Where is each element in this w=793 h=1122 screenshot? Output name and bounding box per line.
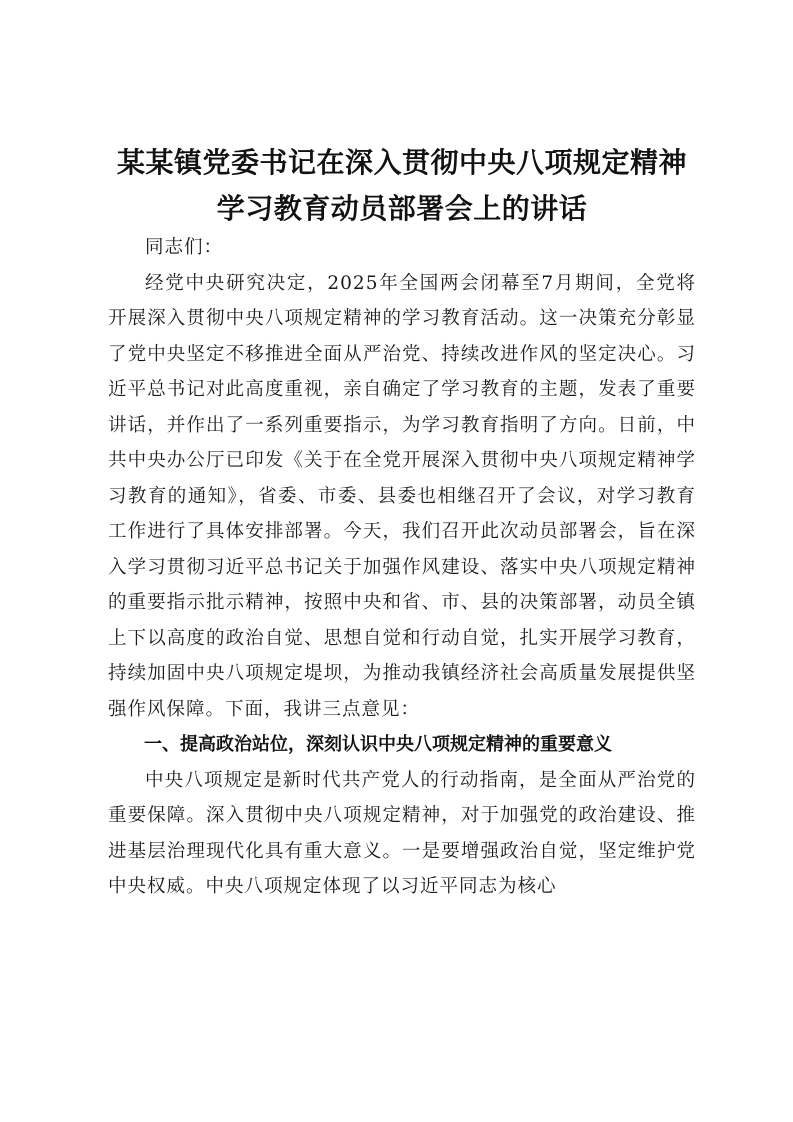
title-line-2: 学习教育动员部署会上的讲话 xyxy=(216,192,588,225)
title-line-1: 某某镇党委书记在深入贯彻中央八项规定精神 xyxy=(116,146,687,179)
document-page xyxy=(108,140,696,905)
paragraph-intro: 经党中央研究决定，2025年全国两会闭幕至7月期间，全党将开展深入贯彻中央八项规定精神的学习教育活动。这一决策充分彰显了党中央坚定不移推进全面从严治党、持续改进作风的坚定决心。习近平总书记对此高度重视，亲自确定了学习教育的主题，发表了重要讲话，并作出了一系列重要指示，为学习教育指明了方向。日前，中共中央办公厅已印发《关于在全党开展深入贯彻中央八项规定精神学习教育的通知》，省委、市委、县委也相继召开了会议，对学习教育工作进行了具体安排部署。今天，我们召开此次动员部署会，旨在深入学习贯彻习近平总书记关于加强作风建设、落实中央八项规定精神的重要指示批示精神，按照中央和省、市、县的决策部署，动员全镇上下以高度的政治自觉、思想自觉和行动自觉，扎实开展学习教育，持续加固中央八项规定堤坝，为推动我镇经济社会高质量发展提供坚强作风保障。下面，我讲三点意见： xyxy=(108,272,696,720)
document-title xyxy=(108,140,696,232)
greeting: 同志们： xyxy=(145,237,224,258)
document-body xyxy=(108,230,696,905)
section-heading-1: 一、提高政治站位，深刻认识中央八项规定精神的重要意义 xyxy=(144,734,612,755)
paragraph-section-1: 中央八项规定是新时代共产党人的行动指南，是全面从严治党的重要保障。深入贯彻中央八项规定精神，对于加强党的政治建设、推进基层治理现代化具有重大意义。一是要增强政治自觉，坚定维护党中央权威。中央八项规定体现了以习近平同志为核心 xyxy=(108,769,696,897)
